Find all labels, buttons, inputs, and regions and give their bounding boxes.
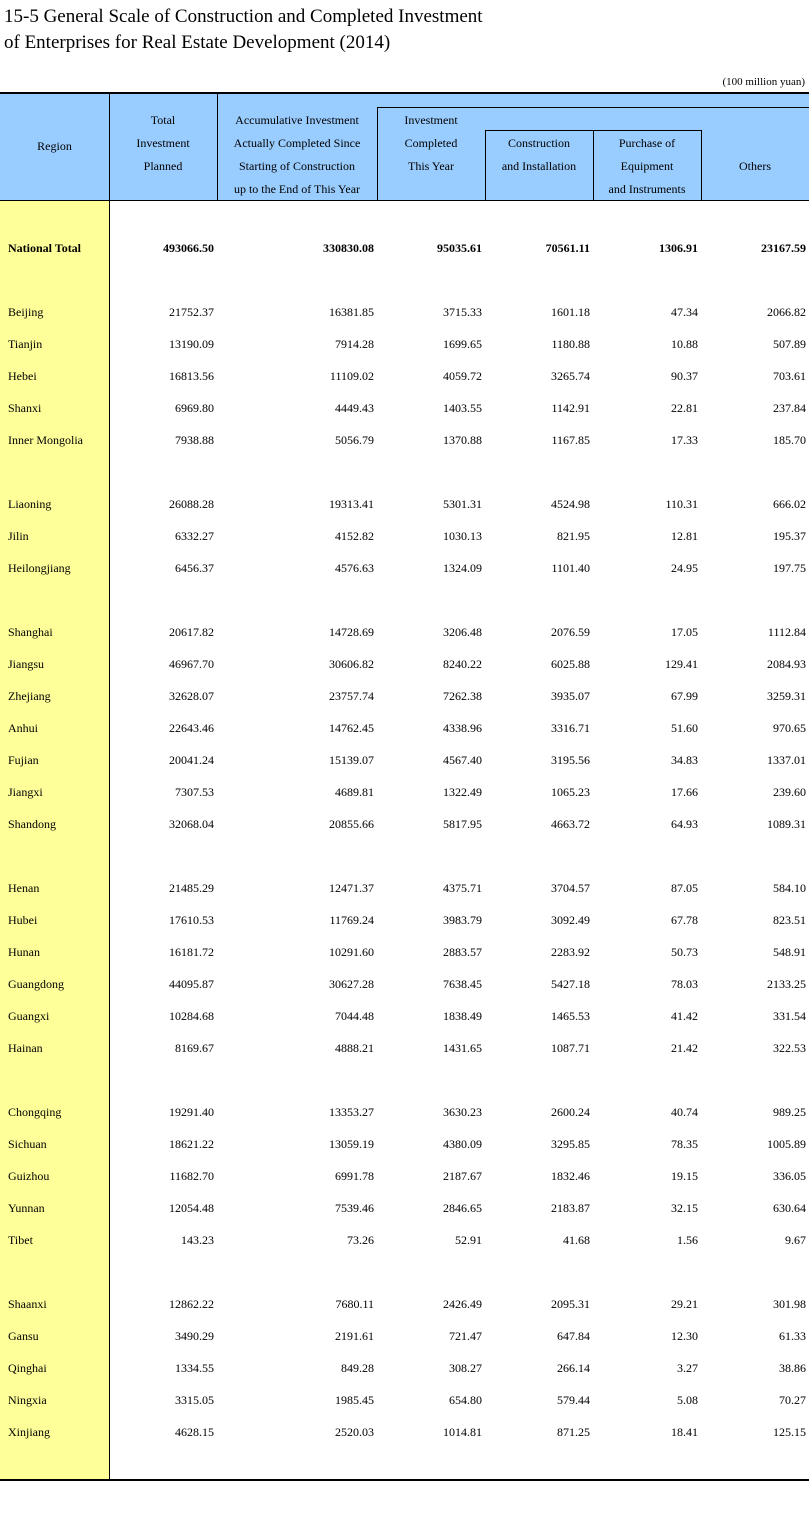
table-cell: 8240.22: [443, 657, 482, 671]
table-cell: 18621.22: [169, 1137, 214, 1151]
table-cell: 301.98: [773, 1297, 806, 1311]
table-cell: 4567.40: [443, 753, 482, 767]
table-cell: 2883.57: [443, 945, 482, 959]
table-cell: 7307.53: [175, 785, 214, 799]
region-label: Inner Mongolia: [8, 433, 83, 447]
table-cell: 4689.81: [335, 785, 374, 799]
table-cell: 41.42: [671, 1009, 698, 1023]
table-cell: 1167.85: [551, 433, 590, 447]
top-rule: [0, 92, 809, 94]
table-cell: 195.37: [773, 529, 806, 543]
table-cell: 584.10: [773, 881, 806, 895]
table-cell: 16381.85: [329, 305, 374, 319]
table-cell: 13059.19: [329, 1137, 374, 1151]
table-cell: 2084.93: [767, 657, 806, 671]
table-cell: 73.26: [347, 1233, 374, 1247]
table-cell: 1322.49: [443, 785, 482, 799]
region-label: National Total: [8, 241, 82, 255]
table-cell: 1370.88: [443, 433, 482, 447]
table-cell: 6456.37: [175, 561, 214, 575]
table-cell: 3630.23: [443, 1105, 482, 1119]
region-label: Jiangsu: [8, 657, 44, 671]
table-cell: 1465.53: [551, 1009, 590, 1023]
table-cell: 185.70: [773, 433, 806, 447]
table-cell: 654.80: [449, 1393, 482, 1407]
table-cell: 19313.41: [329, 497, 374, 511]
region-label: Tibet: [8, 1233, 33, 1247]
table-cell: 4628.15: [175, 1425, 214, 1439]
table-cell: 989.25: [773, 1105, 806, 1119]
region-label: Tianjin: [8, 337, 43, 351]
table-cell: 3.27: [677, 1361, 698, 1375]
table-cell: 90.37: [671, 369, 698, 383]
region-label: Hainan: [8, 1041, 43, 1055]
table-cell: 3715.33: [443, 305, 482, 319]
table-cell: 129.41: [665, 657, 698, 671]
table-cell: 2426.49: [443, 1297, 482, 1311]
table-cell: 239.60: [773, 785, 806, 799]
table-cell: 143.23: [181, 1233, 214, 1247]
table-cell: 8169.67: [175, 1041, 214, 1055]
region-divider: [109, 93, 110, 1480]
region-label: Zhejiang: [8, 689, 51, 703]
table-cell: 1142.91: [551, 401, 590, 415]
table-cell: 3983.79: [443, 913, 482, 927]
table-cell: 19.15: [671, 1169, 698, 1183]
table-cell: 23167.59: [761, 241, 806, 255]
table-cell: 331.54: [773, 1009, 806, 1023]
table-cell: 16813.56: [169, 369, 214, 383]
table-cell: 11682.70: [169, 1169, 214, 1183]
table-cell: 1.56: [677, 1233, 698, 1247]
table-cell: 3092.49: [551, 913, 590, 927]
table-cell: 17.05: [671, 625, 698, 639]
table-cell: 17610.53: [169, 913, 214, 927]
table-cell: 3259.31: [767, 689, 806, 703]
table-cell: 266.14: [557, 1361, 590, 1375]
table-cell: 19291.40: [169, 1105, 214, 1119]
region-label: Guizhou: [8, 1169, 50, 1183]
table-cell: 5427.18: [551, 977, 590, 991]
table-cell: 7938.88: [175, 433, 214, 447]
region-label: Yunnan: [8, 1201, 45, 1215]
table-cell: 22.81: [671, 401, 698, 415]
header-construction: Construction and Installation: [501, 136, 577, 173]
region-label: Guangdong: [8, 977, 64, 991]
table-cell: 13353.27: [329, 1105, 374, 1119]
table-cell: 507.89: [773, 337, 806, 351]
table-cell: 1337.01: [767, 753, 806, 767]
table-cell: 20617.82: [169, 625, 214, 639]
table-cell: 2846.65: [443, 1201, 482, 1215]
table-cell: 1065.23: [551, 785, 590, 799]
region-label: Heilongjiang: [8, 561, 71, 575]
table-cell: 3704.57: [551, 881, 590, 895]
table-cell: 61.33: [779, 1329, 806, 1343]
table-cell: 10.88: [671, 337, 698, 351]
table-cell: 330830.08: [323, 241, 374, 255]
table-cell: 5056.79: [335, 433, 374, 447]
header-others: Others: [739, 159, 771, 173]
table-cell: 52.91: [455, 1233, 482, 1247]
header-total-planned: Total Investment Planned: [136, 113, 190, 173]
table-cell: 1306.91: [659, 241, 698, 255]
region-label: Beijing: [8, 305, 44, 319]
table-cell: 13190.09: [169, 337, 214, 351]
table-cell: 16181.72: [169, 945, 214, 959]
table-cell: 70.27: [779, 1393, 806, 1407]
table-cell: 2520.03: [335, 1425, 374, 1439]
bottom-rule: [0, 1479, 809, 1481]
table-cell: 6332.27: [175, 529, 214, 543]
table-cell: 11769.24: [329, 913, 374, 927]
table-cell: 20041.24: [169, 753, 214, 767]
table-cell: 87.05: [671, 881, 698, 895]
table-cell: 2066.82: [767, 305, 806, 319]
table-cell: 7680.11: [335, 1297, 374, 1311]
table-cell: 3935.07: [551, 689, 590, 703]
table-cell: 3490.29: [175, 1329, 214, 1343]
table-cell: 78.03: [671, 977, 698, 991]
table-cell: 849.28: [341, 1361, 374, 1375]
table-cell: 10291.60: [329, 945, 374, 959]
table-cell: 22643.46: [169, 721, 214, 735]
table-cell: 11109.02: [329, 369, 374, 383]
header-completed: Investment Completed This Year: [404, 113, 458, 173]
table-cell: 67.78: [671, 913, 698, 927]
table-cell: 12862.22: [169, 1297, 214, 1311]
header-accumulative: Accumulative Investment Actually Completed Since Starting of Construction up to the End of This Year: [233, 113, 361, 196]
table-cell: 125.15: [773, 1425, 806, 1439]
table-cell: 14728.69: [329, 625, 374, 639]
table-cell: 67.99: [671, 689, 698, 703]
table-cell: 1101.40: [551, 561, 590, 575]
table-cell: 3316.71: [551, 721, 590, 735]
table-cell: 3265.74: [551, 369, 590, 383]
table-cell: 17.33: [671, 433, 698, 447]
table-cell: 30606.82: [329, 657, 374, 671]
header-region: Region: [37, 139, 72, 153]
table-cell: 21752.37: [169, 305, 214, 319]
table-cell: 12054.48: [169, 1201, 214, 1215]
table-cell: 2187.67: [443, 1169, 482, 1183]
table-cell: 4888.21: [335, 1041, 374, 1055]
table-cell: 5301.31: [443, 497, 482, 511]
table-cell: 579.44: [557, 1393, 590, 1407]
region-label: Guangxi: [8, 1009, 50, 1023]
table-cell: 308.27: [449, 1361, 482, 1375]
region-label: Fujian: [8, 753, 39, 767]
table-cell: 1601.18: [551, 305, 590, 319]
table-cell: 70561.11: [545, 241, 590, 255]
table-cell: 3295.85: [551, 1137, 590, 1151]
region-label: Hebei: [8, 369, 37, 383]
region-label: Liaoning: [8, 497, 52, 511]
table-cell: 2133.25: [767, 977, 806, 991]
table-cell: 970.65: [773, 721, 806, 735]
table-cell: 1087.71: [551, 1041, 590, 1055]
table-cell: 336.05: [773, 1169, 806, 1183]
table-cell: 1334.55: [175, 1361, 214, 1375]
table-cell: 44095.87: [169, 977, 214, 991]
table-cell: 2191.61: [335, 1329, 374, 1343]
region-label: Shanghai: [8, 625, 53, 639]
table-cell: 647.84: [557, 1329, 590, 1343]
table-cell: 41.68: [563, 1233, 590, 1247]
region-label: Shanxi: [8, 401, 42, 415]
table-cell: 7914.28: [335, 337, 374, 351]
table-cell: 64.93: [671, 817, 698, 831]
region-label: Hunan: [8, 945, 40, 959]
table-cell: 30627.28: [329, 977, 374, 991]
table-cell: 32068.04: [169, 817, 214, 831]
table-cell: 9.67: [785, 1233, 806, 1247]
table-cell: 6991.78: [335, 1169, 374, 1183]
table-cell: 1180.88: [551, 337, 590, 351]
table-cell: 4152.82: [335, 529, 374, 543]
table-cell: 823.51: [773, 913, 806, 927]
table-cell: 50.73: [671, 945, 698, 959]
table-cell: 12.30: [671, 1329, 698, 1343]
table-cell: 6969.80: [175, 401, 214, 415]
table-cell: 666.02: [773, 497, 806, 511]
region-label: Hubei: [8, 913, 38, 927]
header-sub-rule: [377, 107, 809, 108]
region-label: Gansu: [8, 1329, 39, 1343]
table-cell: 14762.45: [329, 721, 374, 735]
table-cell: 32628.07: [169, 689, 214, 703]
table-cell: 95035.61: [437, 241, 482, 255]
table-cell: 721.47: [449, 1329, 482, 1343]
table-cell: 1832.46: [551, 1169, 590, 1183]
table-cell: 38.86: [779, 1361, 806, 1375]
region-label: Chongqing: [8, 1105, 62, 1119]
table-cell: 24.95: [671, 561, 698, 575]
table-cell: 1112.84: [767, 625, 806, 639]
unit-label: (100 million yuan): [722, 76, 805, 88]
table-cell: 23757.74: [329, 689, 374, 703]
region-label: Jiangxi: [8, 785, 43, 799]
table-cell: 21485.29: [169, 881, 214, 895]
region-label: Qinghai: [8, 1361, 47, 1375]
table-cell: 2600.24: [551, 1105, 590, 1119]
region-label: Shaanxi: [8, 1297, 47, 1311]
table-cell: 703.61: [773, 369, 806, 383]
table-cell: 7638.45: [443, 977, 482, 991]
table-cell: 110.31: [665, 497, 698, 511]
table-cell: 20855.66: [329, 817, 374, 831]
header-purchase: Purchase of Equipment and Instruments: [608, 136, 686, 196]
table-cell: 10284.68: [169, 1009, 214, 1023]
region-label: Henan: [8, 881, 40, 895]
table-cell: 40.74: [671, 1105, 698, 1119]
table-cell: 4663.72: [551, 817, 590, 831]
table-cell: 1089.31: [767, 817, 806, 831]
table-cell: 2283.92: [551, 945, 590, 959]
table-cell: 4338.96: [443, 721, 482, 735]
table-cell: 51.60: [671, 721, 698, 735]
table-cell: 47.34: [671, 305, 698, 319]
table-cell: 5.08: [677, 1393, 698, 1407]
table-cell: 821.95: [557, 529, 590, 543]
table-cell: 1699.65: [443, 337, 482, 351]
table-cell: 2076.59: [551, 625, 590, 639]
table-cell: 1030.13: [443, 529, 482, 543]
table-cell: 7539.46: [335, 1201, 374, 1215]
table-cell: 322.53: [773, 1041, 806, 1055]
table-cell: 78.35: [671, 1137, 698, 1151]
region-label: Jilin: [8, 529, 29, 543]
table-cell: 7044.48: [335, 1009, 374, 1023]
table-cell: 4576.63: [335, 561, 374, 575]
region-label: Xinjiang: [8, 1425, 50, 1439]
table-cell: 2183.87: [551, 1201, 590, 1215]
table-cell: 7262.38: [443, 689, 482, 703]
region-label: Ningxia: [8, 1393, 47, 1407]
table-cell: 1985.45: [335, 1393, 374, 1407]
table-cell: 46967.70: [169, 657, 214, 671]
table-cell: 493066.50: [163, 241, 214, 255]
table-cell: 2095.31: [551, 1297, 590, 1311]
table-cell: 15139.07: [329, 753, 374, 767]
table-cell: 548.91: [773, 945, 806, 959]
table-cell: 17.66: [671, 785, 698, 799]
table-cell: 1838.49: [443, 1009, 482, 1023]
region-label: Sichuan: [8, 1137, 47, 1151]
table-cell: 12.81: [671, 529, 698, 543]
table-cell: 4059.72: [443, 369, 482, 383]
table-cell: 1431.65: [443, 1041, 482, 1055]
region-label: Anhui: [8, 721, 38, 735]
table-cell: 4375.71: [443, 881, 482, 895]
title-line-1: 15-5 General Scale of Construction and Completed Investment: [4, 6, 483, 27]
table-cell: 1005.89: [767, 1137, 806, 1151]
table-cell: 4524.98: [551, 497, 590, 511]
table-cell: 1403.55: [443, 401, 482, 415]
table-cell: 5817.95: [443, 817, 482, 831]
table-cell: 26088.28: [169, 497, 214, 511]
table-cell: 18.41: [671, 1425, 698, 1439]
table-cell: 32.15: [671, 1201, 698, 1215]
table-cell: 1324.09: [443, 561, 482, 575]
table-cell: 1014.81: [443, 1425, 482, 1439]
table-cell: 21.42: [671, 1041, 698, 1055]
table-cell: 3195.56: [551, 753, 590, 767]
region-label: Shandong: [8, 817, 56, 831]
table-cell: 3315.05: [175, 1393, 214, 1407]
title-line-2: of Enterprises for Real Estate Development (2014): [4, 32, 391, 53]
table-cell: 4380.09: [443, 1137, 482, 1151]
table-cell: 3206.48: [443, 625, 482, 639]
table-title: [4, 4, 483, 56]
table-cell: 29.21: [671, 1297, 698, 1311]
table-cell: 12471.37: [329, 881, 374, 895]
table-cell: 871.25: [557, 1425, 590, 1439]
table-cell: 630.64: [773, 1201, 806, 1215]
table-cell: 237.84: [773, 401, 806, 415]
table-cell: 6025.88: [551, 657, 590, 671]
table-cell: 4449.43: [335, 401, 374, 415]
table-cell: 197.75: [773, 561, 806, 575]
table-cell: 34.83: [671, 753, 698, 767]
